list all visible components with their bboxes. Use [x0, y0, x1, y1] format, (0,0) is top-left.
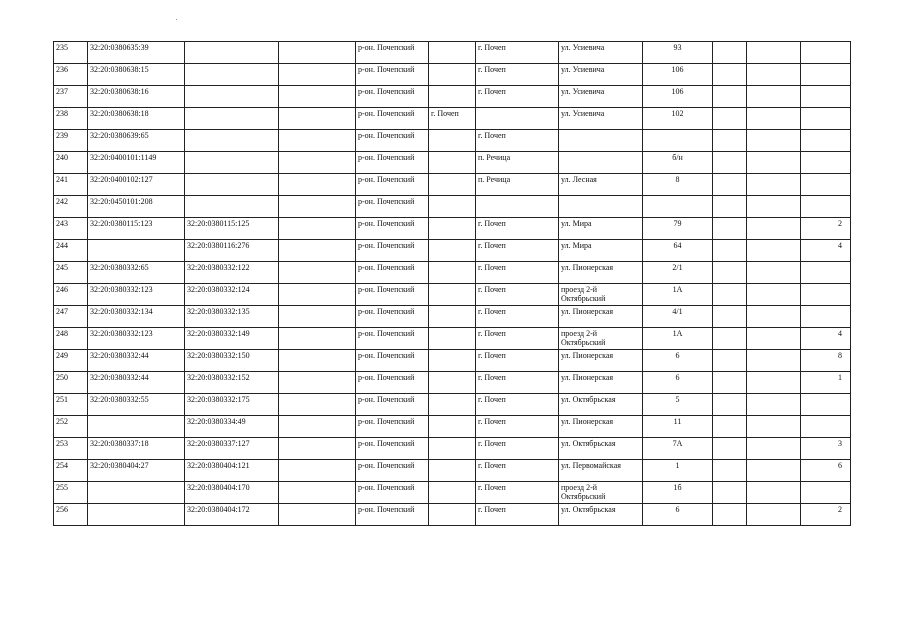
empty-cell — [747, 108, 801, 130]
district-cell: р-он. Почепский — [356, 108, 429, 130]
locality-cell: п. Речица — [476, 174, 559, 196]
count-cell — [801, 64, 851, 86]
empty-cell — [279, 350, 356, 372]
table-row — [54, 108, 851, 130]
locality-alt-cell — [429, 482, 476, 504]
empty-cell — [747, 196, 801, 218]
row-number: 242 — [54, 196, 88, 218]
row-number: 250 — [54, 372, 88, 394]
empty-cell — [747, 86, 801, 108]
locality-cell — [476, 108, 559, 130]
cadastral-number-2-cell: 32:20:0380337:127 — [185, 438, 279, 460]
cadastral-number-cell: 32:20:0380332:123 — [88, 328, 185, 350]
count-cell — [801, 42, 851, 64]
locality-cell — [476, 196, 559, 218]
locality-cell: г. Почеп — [476, 460, 559, 482]
empty-cell — [747, 438, 801, 460]
locality-cell: г. Почеп — [476, 438, 559, 460]
count-cell: 6 — [801, 460, 851, 482]
locality-cell: г. Почеп — [476, 130, 559, 152]
count-cell — [801, 86, 851, 108]
empty-cell — [279, 438, 356, 460]
street-cell — [559, 152, 643, 174]
row-number: 249 — [54, 350, 88, 372]
row-number: 255 — [54, 482, 88, 504]
count-cell — [801, 306, 851, 328]
row-number: 246 — [54, 284, 88, 306]
empty-cell — [279, 108, 356, 130]
row-number: 244 — [54, 240, 88, 262]
locality-cell: г. Почеп — [476, 350, 559, 372]
cadastral-number-2-cell — [185, 86, 279, 108]
count-cell: 4 — [801, 328, 851, 350]
street-cell: ул. Октябрьская — [559, 438, 643, 460]
table-row — [54, 416, 851, 438]
empty-cell — [747, 416, 801, 438]
cadastral-number-cell: 32:20:0380332:55 — [88, 394, 185, 416]
empty-cell — [279, 64, 356, 86]
street-cell: проезд 2-й Октябрьский — [559, 284, 643, 306]
empty-cell — [279, 42, 356, 64]
row-number: 240 — [54, 152, 88, 174]
empty-cell — [279, 218, 356, 240]
house-number-cell — [643, 196, 713, 218]
count-cell — [801, 174, 851, 196]
cadastral-number-2-cell: 32:20:0380332:150 — [185, 350, 279, 372]
district-cell: р-он. Почепский — [356, 130, 429, 152]
empty-cell — [713, 284, 747, 306]
street-cell: ул. Мира — [559, 218, 643, 240]
district-cell: р-он. Почепский — [356, 240, 429, 262]
locality-cell: г. Почеп — [476, 284, 559, 306]
empty-cell — [713, 174, 747, 196]
street-cell: ул. Октябрьская — [559, 394, 643, 416]
table-row — [54, 42, 851, 64]
empty-cell — [279, 482, 356, 504]
count-cell: 3 — [801, 438, 851, 460]
locality-alt-cell — [429, 306, 476, 328]
cadastral-number-2-cell: 32:20:0380404:121 — [185, 460, 279, 482]
house-number-cell: б/н — [643, 152, 713, 174]
street-cell — [559, 130, 643, 152]
locality-alt-cell — [429, 64, 476, 86]
district-cell: р-он. Почепский — [356, 460, 429, 482]
cadastral-number-cell: 32:20:0380639:65 — [88, 130, 185, 152]
locality-alt-cell — [429, 130, 476, 152]
empty-cell — [713, 42, 747, 64]
district-cell: р-он. Почепский — [356, 438, 429, 460]
locality-alt-cell — [429, 394, 476, 416]
district-cell: р-он. Почепский — [356, 482, 429, 504]
locality-cell: г. Почеп — [476, 306, 559, 328]
empty-cell — [713, 350, 747, 372]
locality-cell: г. Почеп — [476, 482, 559, 504]
count-cell — [801, 284, 851, 306]
cadastral-number-cell — [88, 240, 185, 262]
empty-cell — [279, 174, 356, 196]
cadastral-number-cell — [88, 504, 185, 526]
street-cell: ул. Мира — [559, 240, 643, 262]
empty-cell — [747, 482, 801, 504]
cadastral-number-cell: 32:20:0380332:44 — [88, 350, 185, 372]
locality-alt-cell — [429, 196, 476, 218]
empty-cell — [747, 42, 801, 64]
locality-alt-cell — [429, 240, 476, 262]
row-number: 238 — [54, 108, 88, 130]
street-cell: ул. Пионерская — [559, 262, 643, 284]
count-cell: 8 — [801, 350, 851, 372]
table-row — [54, 86, 851, 108]
cadastral-number-cell: 32:20:0450101:208 — [88, 196, 185, 218]
empty-cell — [713, 196, 747, 218]
district-cell: р-он. Почепский — [356, 196, 429, 218]
table-row — [54, 482, 851, 504]
table-row — [54, 240, 851, 262]
count-cell — [801, 262, 851, 284]
cadastral-number-cell: 32:20:0380638:16 — [88, 86, 185, 108]
cadastral-number-2-cell: 32:20:0380332:124 — [185, 284, 279, 306]
cadastral-number-2-cell: 32:20:0380332:122 — [185, 262, 279, 284]
empty-cell — [747, 130, 801, 152]
district-cell: р-он. Почепский — [356, 372, 429, 394]
cadastral-number-2-cell: 32:20:0380332:152 — [185, 372, 279, 394]
cadastral-number-2-cell: 32:20:0380115:125 — [185, 218, 279, 240]
empty-cell — [713, 130, 747, 152]
house-number-cell: 6 — [643, 372, 713, 394]
cadastral-number-cell: 32:20:0380332:65 — [88, 262, 185, 284]
scan-speck — [176, 19, 177, 20]
street-cell: ул. Усиевича — [559, 64, 643, 86]
row-number: 247 — [54, 306, 88, 328]
street-cell: ул. Пионерская — [559, 416, 643, 438]
house-number-cell: 11 — [643, 416, 713, 438]
street-cell: ул. Октябрьская — [559, 504, 643, 526]
empty-cell — [279, 504, 356, 526]
street-cell: ул. Лесная — [559, 174, 643, 196]
empty-cell — [279, 328, 356, 350]
cadastral-number-cell: 32:20:0380635:39 — [88, 42, 185, 64]
table-row — [54, 174, 851, 196]
empty-cell — [279, 372, 356, 394]
district-cell: р-он. Почепский — [356, 64, 429, 86]
district-cell: р-он. Почепский — [356, 262, 429, 284]
empty-cell — [279, 460, 356, 482]
house-number-cell: 1 — [643, 460, 713, 482]
table-row — [54, 350, 851, 372]
empty-cell — [713, 394, 747, 416]
street-cell: проезд 2-й Октябрьский — [559, 482, 643, 504]
district-cell: р-он. Почепский — [356, 504, 429, 526]
locality-alt-cell — [429, 42, 476, 64]
table-row — [54, 372, 851, 394]
count-cell — [801, 416, 851, 438]
empty-cell — [713, 262, 747, 284]
empty-cell — [279, 284, 356, 306]
count-cell — [801, 108, 851, 130]
cadastral-number-cell: 32:20:0380332:123 — [88, 284, 185, 306]
empty-cell — [747, 240, 801, 262]
empty-cell — [279, 416, 356, 438]
cadastral-number-2-cell: 32:20:0380332:175 — [185, 394, 279, 416]
empty-cell — [713, 306, 747, 328]
empty-cell — [279, 196, 356, 218]
row-number: 236 — [54, 64, 88, 86]
empty-cell — [747, 218, 801, 240]
count-cell — [801, 394, 851, 416]
cadastral-number-2-cell — [185, 108, 279, 130]
row-number: 252 — [54, 416, 88, 438]
street-cell: ул. Первомайская — [559, 460, 643, 482]
house-number-cell: 1А — [643, 284, 713, 306]
locality-alt-cell — [429, 416, 476, 438]
house-number-cell: 106 — [643, 86, 713, 108]
empty-cell — [713, 86, 747, 108]
locality-cell: г. Почеп — [476, 240, 559, 262]
cadastral-number-cell: 32:20:0380115:123 — [88, 218, 185, 240]
street-cell: ул. Пионерская — [559, 306, 643, 328]
empty-cell — [747, 284, 801, 306]
count-cell — [801, 130, 851, 152]
empty-cell — [279, 240, 356, 262]
street-cell: ул. Усиевича — [559, 42, 643, 64]
empty-cell — [279, 86, 356, 108]
house-number-cell: 1б — [643, 482, 713, 504]
row-number: 251 — [54, 394, 88, 416]
empty-cell — [713, 64, 747, 86]
table-row — [54, 196, 851, 218]
street-cell: проезд 2-й Октябрьский — [559, 328, 643, 350]
cadastral-number-cell: 32:20:0380332:134 — [88, 306, 185, 328]
empty-cell — [713, 218, 747, 240]
house-number-cell: 64 — [643, 240, 713, 262]
row-number: 235 — [54, 42, 88, 64]
locality-alt-cell — [429, 218, 476, 240]
empty-cell — [279, 152, 356, 174]
house-number-cell: 102 — [643, 108, 713, 130]
row-number: 245 — [54, 262, 88, 284]
cadastral-number-2-cell: 32:20:0380332:135 — [185, 306, 279, 328]
count-cell — [801, 152, 851, 174]
street-cell: ул. Пионерская — [559, 372, 643, 394]
district-cell: р-он. Почепский — [356, 174, 429, 196]
locality-alt-cell — [429, 438, 476, 460]
locality-alt-cell — [429, 86, 476, 108]
empty-cell — [279, 306, 356, 328]
house-number-cell: 106 — [643, 64, 713, 86]
empty-cell — [713, 438, 747, 460]
house-number-cell: 6 — [643, 504, 713, 526]
cadastral-number-2-cell: 32:20:0380404:172 — [185, 504, 279, 526]
count-cell: 2 — [801, 218, 851, 240]
district-cell: р-он. Почепский — [356, 86, 429, 108]
house-number-cell: 4/1 — [643, 306, 713, 328]
district-cell: р-он. Почепский — [356, 306, 429, 328]
cadastral-number-cell: 32:20:0380332:44 — [88, 372, 185, 394]
empty-cell — [747, 328, 801, 350]
empty-cell — [713, 240, 747, 262]
empty-cell — [747, 460, 801, 482]
table-row — [54, 460, 851, 482]
empty-cell — [713, 416, 747, 438]
empty-cell — [747, 394, 801, 416]
street-cell: ул. Усиевича — [559, 86, 643, 108]
locality-cell: г. Почеп — [476, 504, 559, 526]
empty-cell — [747, 372, 801, 394]
empty-cell — [713, 372, 747, 394]
empty-cell — [747, 174, 801, 196]
count-cell: 1 — [801, 372, 851, 394]
house-number-cell: 7А — [643, 438, 713, 460]
row-number: 248 — [54, 328, 88, 350]
locality-cell: г. Почеп — [476, 262, 559, 284]
empty-cell — [747, 350, 801, 372]
cadastral-number-2-cell — [185, 152, 279, 174]
empty-cell — [279, 394, 356, 416]
district-cell: р-он. Почепский — [356, 328, 429, 350]
locality-alt-cell — [429, 328, 476, 350]
cadastral-number-cell: 32:20:0380337:18 — [88, 438, 185, 460]
locality-cell: г. Почеп — [476, 64, 559, 86]
locality-cell: п. Речица — [476, 152, 559, 174]
locality-alt-cell — [429, 460, 476, 482]
row-number: 237 — [54, 86, 88, 108]
district-cell: р-он. Почепский — [356, 284, 429, 306]
row-number: 253 — [54, 438, 88, 460]
house-number-cell: 93 — [643, 42, 713, 64]
table-row — [54, 504, 851, 526]
locality-cell: г. Почеп — [476, 372, 559, 394]
cadastral-number-2-cell: 32:20:0380332:149 — [185, 328, 279, 350]
cadastral-number-2-cell: 32:20:0380404:170 — [185, 482, 279, 504]
row-number: 241 — [54, 174, 88, 196]
table-row — [54, 130, 851, 152]
locality-cell: г. Почеп — [476, 394, 559, 416]
street-cell: ул. Пионерская — [559, 350, 643, 372]
count-cell — [801, 196, 851, 218]
locality-alt-cell — [429, 174, 476, 196]
empty-cell — [747, 306, 801, 328]
house-number-cell — [643, 130, 713, 152]
locality-cell: г. Почеп — [476, 86, 559, 108]
table-row — [54, 394, 851, 416]
table-body — [54, 42, 851, 526]
district-cell: р-он. Почепский — [356, 218, 429, 240]
house-number-cell: 2/1 — [643, 262, 713, 284]
row-number: 243 — [54, 218, 88, 240]
cadastral-number-cell: 32:20:0380638:18 — [88, 108, 185, 130]
land-plots-table — [53, 41, 851, 526]
locality-cell: г. Почеп — [476, 416, 559, 438]
cadastral-number-cell — [88, 416, 185, 438]
house-number-cell: 79 — [643, 218, 713, 240]
cadastral-number-cell: 32:20:0380638:15 — [88, 64, 185, 86]
house-number-cell: 6 — [643, 350, 713, 372]
empty-cell — [279, 130, 356, 152]
street-cell — [559, 196, 643, 218]
street-cell: ул. Усиевича — [559, 108, 643, 130]
row-number: 239 — [54, 130, 88, 152]
locality-cell: г. Почеп — [476, 328, 559, 350]
table-row — [54, 262, 851, 284]
cadastral-number-cell: 32:20:0380404:27 — [88, 460, 185, 482]
row-number: 254 — [54, 460, 88, 482]
cadastral-number-2-cell — [185, 196, 279, 218]
locality-alt-cell: г. Почеп — [429, 108, 476, 130]
empty-cell — [713, 108, 747, 130]
table-row — [54, 284, 851, 306]
table-row — [54, 328, 851, 350]
empty-cell — [713, 460, 747, 482]
district-cell: р-он. Почепский — [356, 416, 429, 438]
empty-cell — [747, 152, 801, 174]
locality-alt-cell — [429, 372, 476, 394]
house-number-cell: 1А — [643, 328, 713, 350]
cadastral-number-2-cell — [185, 42, 279, 64]
empty-cell — [747, 64, 801, 86]
empty-cell — [747, 262, 801, 284]
empty-cell — [713, 504, 747, 526]
empty-cell — [713, 152, 747, 174]
locality-cell: г. Почеп — [476, 218, 559, 240]
locality-alt-cell — [429, 152, 476, 174]
cadastral-number-cell: 32:20:0400101:1149 — [88, 152, 185, 174]
empty-cell — [279, 262, 356, 284]
cadastral-number-2-cell: 32:20:0380334:49 — [185, 416, 279, 438]
locality-alt-cell — [429, 504, 476, 526]
locality-alt-cell — [429, 262, 476, 284]
count-cell: 4 — [801, 240, 851, 262]
district-cell: р-он. Почепский — [356, 152, 429, 174]
count-cell: 2 — [801, 504, 851, 526]
table-row — [54, 64, 851, 86]
locality-alt-cell — [429, 350, 476, 372]
empty-cell — [713, 328, 747, 350]
locality-alt-cell — [429, 284, 476, 306]
cadastral-number-2-cell — [185, 174, 279, 196]
table-row — [54, 438, 851, 460]
cadastral-number-cell: 32:20:0400102:127 — [88, 174, 185, 196]
house-number-cell: 5 — [643, 394, 713, 416]
empty-cell — [713, 482, 747, 504]
district-cell: р-он. Почепский — [356, 394, 429, 416]
empty-cell — [747, 504, 801, 526]
district-cell: р-он. Почепский — [356, 42, 429, 64]
cadastral-number-cell — [88, 482, 185, 504]
row-number: 256 — [54, 504, 88, 526]
cadastral-number-2-cell — [185, 130, 279, 152]
district-cell: р-он. Почепский — [356, 350, 429, 372]
locality-cell: г. Почеп — [476, 42, 559, 64]
table-row — [54, 306, 851, 328]
house-number-cell: 8 — [643, 174, 713, 196]
table-row — [54, 152, 851, 174]
count-cell — [801, 482, 851, 504]
cadastral-number-2-cell: 32:20:0380116:276 — [185, 240, 279, 262]
cadastral-number-2-cell — [185, 64, 279, 86]
table-row — [54, 218, 851, 240]
